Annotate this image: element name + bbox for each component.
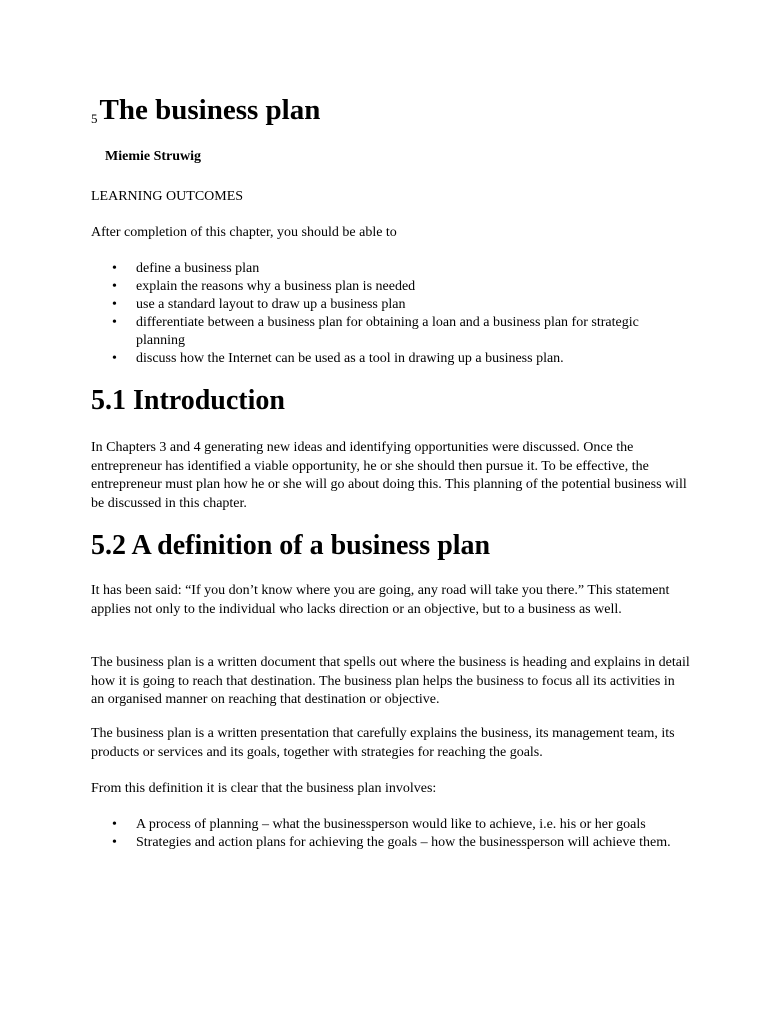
chapter-header (91, 94, 320, 127)
definition-paragraph-2: The business plan is a written document that spells out where the business is heading and explains in detail how it is going to reach that destination. The business plan helps the business to focus all its activities in an organised manner on reaching that destination or objective. (91, 655, 690, 707)
list-item: • explain the reasons why a business plan is needed (91, 278, 691, 296)
learning-outcomes-list (91, 260, 691, 368)
list-item: • discuss how the Internet can be used as a tool in drawing up a business plan. (91, 350, 691, 368)
business-plan-involves-list (91, 816, 691, 852)
list-item: • A process of planning – what the businessperson would like to achieve, i.e. his or her goals (91, 816, 691, 834)
definition-paragraph-3: The business plan is a written presentation that carefully explains the business, its management team, its products or services and its goals, together with strategies for reaching the goals. (91, 726, 675, 760)
list-item: • use a standard layout to draw up a business plan (91, 296, 691, 314)
list-item: • define a business plan (91, 260, 691, 278)
chapter-author: Miemie Struwig (105, 149, 202, 164)
chapter-number: 5 (91, 111, 98, 126)
section-heading-definition: 5.2 A definition of a business plan (91, 530, 491, 561)
definition-paragraph-1: It has been said: “If you don’t know where you are going, any road will take you there.” This statement applies not only to the individual who lacks direction or an objective, but to a business as well. (91, 583, 670, 617)
introduction-paragraph: In Chapters 3 and 4 generating new ideas and identifying opportunities were discussed. Once the entrepreneur has identified a viable opportunity, he or she should then pursue it. To be effective, the entrepreneur must plan how he or she will go about doing this. This planning of the potential business will be discussed in this chapter. (91, 440, 687, 511)
list-item: • Strategies and action plans for achieving the goals – how the businessperson will achieve them. (91, 834, 691, 852)
section-heading-introduction: 5.1 Introduction (91, 385, 285, 416)
learning-outcomes-intro: After completion of this chapter, you should be able to (91, 225, 397, 240)
chapter-title: The business plan (99, 94, 321, 126)
definition-paragraph-4: From this definition it is clear that the business plan involves: (91, 781, 437, 796)
learning-outcomes-heading: LEARNING OUTCOMES (91, 189, 244, 204)
list-item: • differentiate between a business plan for obtaining a loan and a business plan for strategic planning (91, 314, 691, 350)
